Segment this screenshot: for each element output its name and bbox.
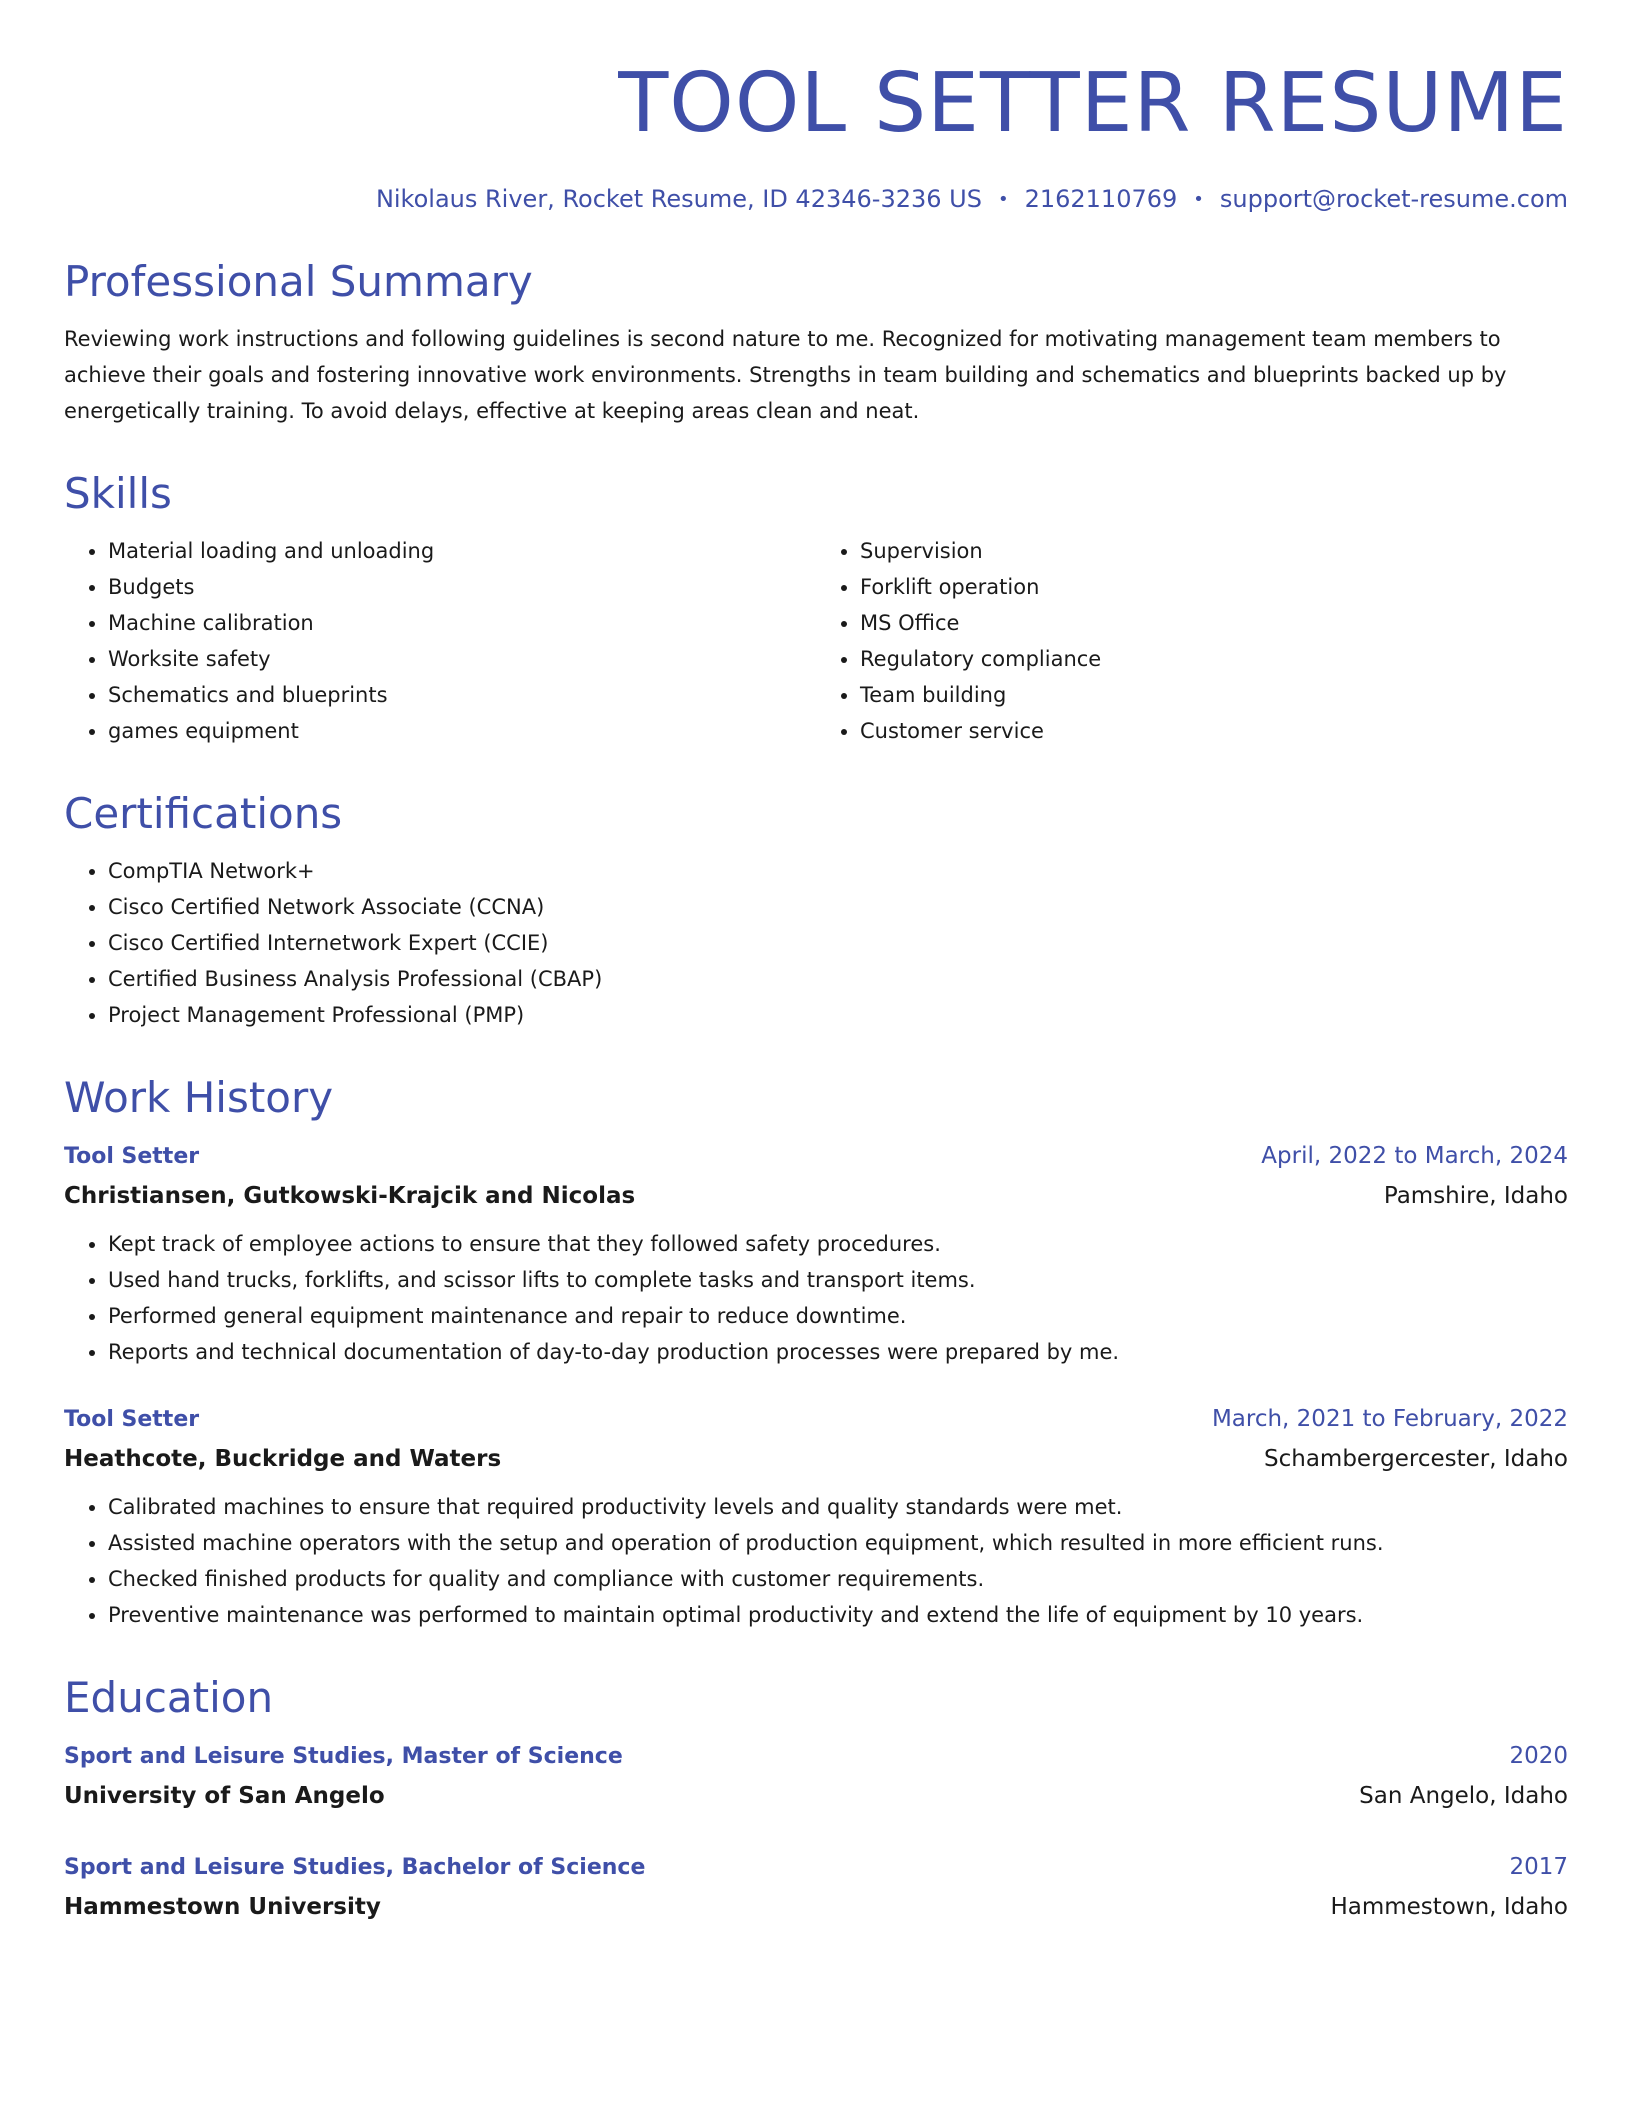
education-school-row — [64, 1776, 1568, 1816]
job-employer-row — [64, 1439, 1568, 1479]
job-employer-row — [64, 1176, 1568, 1216]
contact-line — [64, 182, 1568, 217]
job-bullet: • Reports and technical documentation of day-to-day production processes were prepared by me. — [108, 1334, 1568, 1370]
job-bullet: • Used hand trucks, forklifts, and scissor lifts to complete tasks and transport items. — [108, 1262, 1568, 1298]
education-school-row — [64, 1887, 1568, 1927]
certification-item: • Cisco Certified Network Associate (CCNA) — [108, 889, 1568, 925]
skill-item: • Forklift operation — [860, 569, 1568, 605]
job-bullet: • Assisted machine operators with the setup and operation of production equipment, which resulted in more efficient runs. — [108, 1525, 1568, 1561]
skill-item: • MS Office — [860, 605, 1568, 641]
education-year: 2017 — [1509, 1854, 1568, 1880]
skill-item: • Team building — [860, 677, 1568, 713]
education-school: Hammestown University — [64, 1894, 381, 1920]
section-title-summary: Professional Summary — [64, 257, 533, 306]
job-entry — [64, 1137, 1568, 1370]
education-location: Hammestown, Idaho — [1330, 1894, 1568, 1920]
skill-item: • Machine calibration — [108, 605, 816, 641]
education-header — [64, 1737, 1568, 1776]
separator-dot: • — [1193, 189, 1204, 210]
skill-item: • Supervision — [860, 533, 1568, 569]
job-location: Schambergercester, Idaho — [1264, 1446, 1568, 1472]
job-bullets — [64, 1226, 1568, 1370]
certification-item: • Cisco Certified Internetwork Expert (CCIE) — [108, 925, 1568, 961]
section-title-certifications: Certifications — [64, 789, 343, 838]
skill-item: • Regulatory compliance — [860, 641, 1568, 677]
education-entry — [64, 1848, 1568, 1927]
skill-item: • Customer service — [860, 713, 1568, 749]
skill-item: • Budgets — [108, 569, 816, 605]
contact-address: Nikolaus River, Rocket Resume, ID 42346-3236 US — [375, 185, 982, 213]
job-bullets — [64, 1489, 1568, 1633]
certification-item: • Certified Business Analysis Professional (CBAP) — [108, 961, 1568, 997]
job-bullet: • Performed general equipment maintenance and repair to reduce downtime. — [108, 1298, 1568, 1334]
education-year: 2020 — [1509, 1743, 1568, 1769]
education-location: San Angelo, Idaho — [1359, 1783, 1568, 1809]
job-bullet: • Calibrated machines to ensure that required productivity levels and quality standards were met. — [108, 1489, 1568, 1525]
certification-item: • Project Management Professional (PMP) — [108, 997, 1568, 1033]
skills-column-right — [816, 533, 1568, 749]
separator-dot: • — [997, 189, 1009, 210]
contact-email[interactable]: support@rocket-resume.com — [1219, 185, 1568, 213]
job-header — [64, 1137, 1568, 1176]
summary-text: Reviewing work instructions and following guidelines is second nature to me. Recognized for motivating management team members to achieve their goals and fostering innovative work environments. Strengths in team building and schematics and blueprints backed up by energetically training. To avoid delays, effective at keeping areas clean and neat. — [64, 327, 1507, 423]
education-degree: Sport and Leisure Studies, Bachelor of Science — [64, 1855, 646, 1880]
certification-item: • CompTIA Network+ — [108, 853, 1568, 889]
job-header — [64, 1400, 1568, 1439]
job-bullet: • Checked finished products for quality and compliance with customer requirements. — [108, 1561, 1568, 1597]
education-degree: Sport and Leisure Studies, Master of Science — [64, 1744, 623, 1769]
skills-list — [64, 533, 1568, 749]
job-bullet: • Preventive maintenance was performed to maintain optimal productivity and extend the life of equipment by 10 years. — [108, 1597, 1568, 1633]
skill-item: • games equipment — [108, 713, 816, 749]
job-employer: Heathcote, Buckridge and Waters — [64, 1446, 502, 1472]
contact-phone: 2162110769 — [1024, 185, 1178, 213]
section-title-skills: Skills — [64, 469, 172, 518]
skill-item: • Schematics and blueprints — [108, 677, 816, 713]
education-school: University of San Angelo — [64, 1783, 385, 1809]
education-header — [64, 1848, 1568, 1887]
skill-item: • Worksite safety — [108, 641, 816, 677]
section-title-education: Education — [64, 1673, 274, 1722]
skills-column-left — [64, 533, 816, 749]
job-location: Pamshire, Idaho — [1383, 1183, 1568, 1209]
job-title: Tool Setter — [64, 1407, 200, 1432]
job-employer: Christiansen, Gutkowski-Krajcik and Nicolas — [64, 1183, 636, 1209]
job-dates: March, 2021 to February, 2022 — [1211, 1406, 1568, 1432]
education-entry — [64, 1737, 1568, 1816]
job-title: Tool Setter — [64, 1144, 200, 1169]
job-entry — [64, 1400, 1568, 1633]
job-bullet: • Kept track of employee actions to ensure that they followed safety procedures. — [108, 1226, 1568, 1262]
certifications-list — [64, 853, 1568, 1033]
section-title-work-history: Work History — [64, 1073, 334, 1122]
skill-item: • Material loading and unloading — [108, 533, 816, 569]
resume-title: TOOL SETTER RESUME — [618, 56, 1568, 151]
job-dates: April, 2022 to March, 2024 — [1261, 1143, 1568, 1169]
